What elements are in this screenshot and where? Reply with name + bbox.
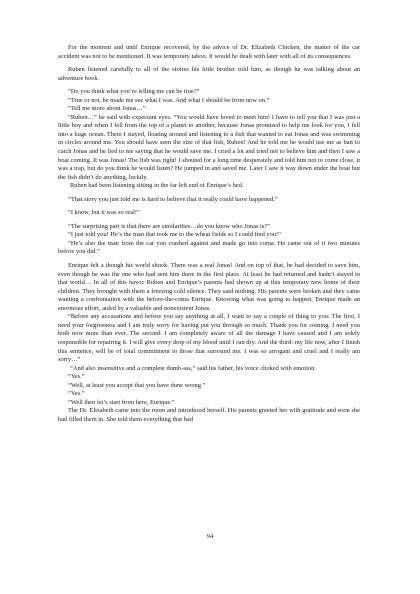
paragraph: Enrique felt a though his world shook. There was a real Jonas! And on top of that, he had decided to save him, even though he was the one who had sent him there in the first place. At least he had returned and hadn’t stayed in that world… In all of this havoc Ruben and Enrique’s parents had shown up at this temporary new home of their children. They brought with them a freezing cold silence. They said nothing. His parents were broken and they came wanting a confrontation with the before-the-coma Enrique. Knowing what was going to happen, Enrique made an enormous effort, aided by a valuable and nonexistent Jonas. [58, 262, 360, 312]
paragraph: “True or not, he made me see what I was. And what I should be from now on.” [68, 96, 270, 104]
paragraph: “Do you think what you’re telling me can be true?” [68, 88, 200, 96]
paragraph: “He’s also the man from the car you crashed against and made go into coma. He came out of it two minutes before you did.” [58, 239, 360, 256]
paragraph: For the moment and until Enrique recovered, by the advice of Dr. Elizabeth Chicken, the matter of the car accident was not to be mentioned. It was temporary taboo. It would be dealt with later with all of its consequences. [58, 44, 360, 60]
paragraph: “Yes.” [68, 390, 85, 398]
paragraph: “Yes.” [68, 373, 85, 381]
paragraph: The Dr. Elizabeth came into the room and introduced herself. His parents greeted her with gratitude and soon she had filled them in. She told them everything that had [58, 407, 360, 423]
paragraph: “Well then let’s start from here, Enrique.” [68, 398, 175, 406]
paragraph: “I just told you! He’s the man that took me to the wheat fields so I could find you!” [68, 231, 281, 239]
paragraph: “Before any accusations and before you say anything at all, I want to say a couple of thing to you: The first, I need your forgiveness and I am truly sorry for having put you through so much. Thank you for coming. I need you both now more than ever. The second: I am completely aware of all the damage I have caused and I am solely responsible for repairing it. I will give every drop of my blood until I run dry. And the third: my life now, after I finish this sentence, will be of total commitment to those that surround me. I was so arrogant and cruel and I really am sorry…” [58, 313, 360, 364]
paragraph: “I know, but it was so real!” [68, 209, 140, 217]
paragraph: “Ruben…” he said with expectant eyes. “You would have loved to meet him! I have to tell you that I was just a little boy and when I fell from the top of a planet to another, because Jonas promised to help me look for you, I fell into a huge ocean. There I stayed, floating around and listening to a fish that wanted to eat Jonas and was swimming in circles around me. You should have seen the size of that fish, Ruben! And he told me he would use me as bait to catch Jonas and he lied to me saying that he would save me. I cried a lot and tried not to believe him and then I saw a boat coming. It was Jonas! The fish was right! I shouted for a long time desperately and told him not to come close, it was a trap, but do you think he would listen? He jumped in and saved me. Later I saw it way down under the boat but the fish didn’t do anything, luckily. [58, 113, 360, 181]
paragraph: “The surprising part is that there are similarities…do you know who Jonas is?” [68, 222, 270, 230]
paragraph: “Well, at least you accept that you have done wrong.” [68, 381, 206, 389]
paragraph: “Tell me more about Jonas…” [68, 105, 146, 113]
page-number: 94 [206, 533, 214, 540]
paragraph: Ruben had been listening sitting in the far left end of Enrique’s bed. [70, 182, 244, 190]
paragraph: “That story you just told me is hard to believe that it really could have happened.” [68, 195, 278, 203]
body-text [58, 44, 360, 424]
paragraph: Ruben listened carefully to all of the stories his little brother told him, as though he was talking about an adventure book. [58, 66, 360, 82]
paragraph: “And also insensitive and a complete dumb-ass,” said his father, his voice choked with emotion. [70, 364, 316, 372]
